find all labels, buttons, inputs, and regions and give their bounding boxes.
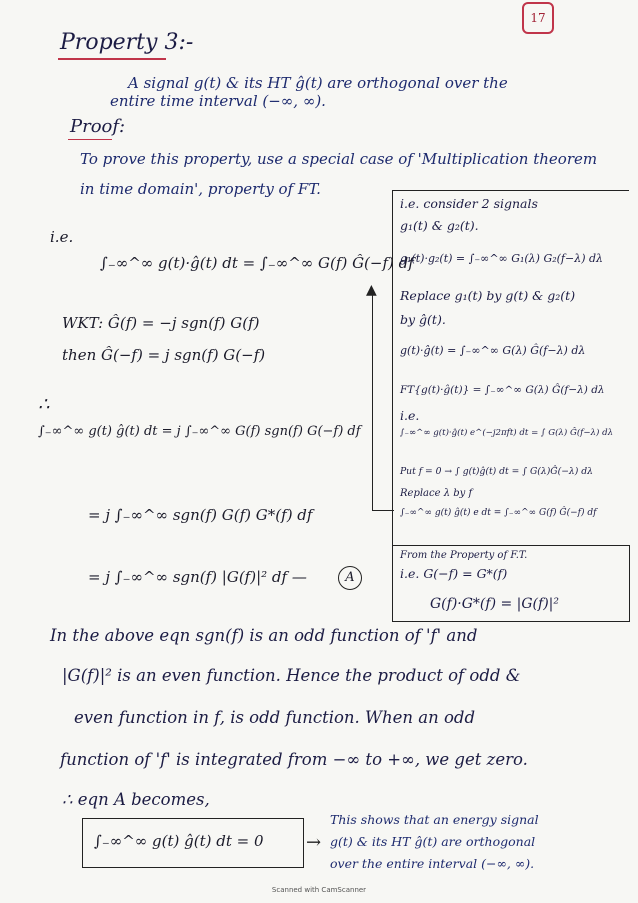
equation-3: = j ∫₋∞^∞ sgn(f) G(f) G*(f) df xyxy=(88,506,313,524)
arrow-up-icon: ▲ xyxy=(366,282,377,298)
equation-1: ∫₋∞^∞ g(t)·ĝ(t) dt = ∫₋∞^∞ G(f) Ĝ(−f) df xyxy=(100,254,414,272)
ie-label: i.e. xyxy=(50,228,74,246)
body-line: even function in f, is odd function. When an odd xyxy=(74,708,476,727)
proof-underline xyxy=(68,139,112,140)
side-line: g₁(t) & g₂(t). xyxy=(400,218,479,233)
side-line: i.e. consider 2 signals xyxy=(400,196,538,211)
title-underline xyxy=(58,58,166,60)
side-line: FT{g(t)·ĝ(t)} = ∫₋∞^∞ G(λ) Ĝ(f−λ) dλ xyxy=(400,384,605,396)
body-line: |G(f)|² is an even function. Hence the product of odd & xyxy=(62,666,521,685)
body-line: ∴ eqn A becomes, xyxy=(62,790,210,809)
then-line: then Ĝ(−f) = j sgn(f) G(−f) xyxy=(62,346,266,364)
conclusion-line: This shows that an energy signal xyxy=(330,812,539,827)
side-line: Replace g₁(t) by g(t) & g₂(t) xyxy=(400,288,576,303)
intro-line-2: in time domain', property of FT. xyxy=(80,180,321,198)
result-equation: ∫₋∞^∞ g(t) ĝ(t) dt = 0 xyxy=(94,832,264,850)
statement-line-2: entire time interval (−∞, ∞). xyxy=(110,92,326,110)
equation-tag-a: A xyxy=(338,566,362,590)
page-number: 17 xyxy=(522,2,554,34)
connector-line xyxy=(372,290,373,510)
arrow-right-icon: → xyxy=(306,832,322,853)
side-line: Replace λ by f xyxy=(400,488,473,499)
side-line: g₁(t)·g₂(t) = ∫₋∞^∞ G₁(λ) G₂(f−λ) dλ xyxy=(400,252,603,265)
side-line: Put f = 0 → ∫ g(t)ĝ(t) dt = ∫ G(λ)Ĝ(−λ) dλ xyxy=(400,466,593,477)
side-line: ∫₋∞^∞ g(t) ĝ(t) e dt = ∫₋∞^∞ G(f) Ĝ(−f) df xyxy=(400,508,597,518)
scanner-watermark: Scanned with CamScanner xyxy=(271,886,367,894)
body-line: function of 'f' is integrated from −∞ to +∞, we get zero. xyxy=(60,750,528,769)
property-title: Property 3:- xyxy=(60,30,194,55)
side-line: i.e. xyxy=(400,408,420,423)
equation-4: = j ∫₋∞^∞ sgn(f) |G(f)|² df — xyxy=(88,568,307,586)
side2-line: From the Property of F.T. xyxy=(400,550,528,561)
side-line: by ĝ(t). xyxy=(400,312,446,327)
conclusion-line: over the entire interval (−∞, ∞). xyxy=(330,856,535,871)
side-line: g(t)·ĝ(t) = ∫₋∞^∞ G(λ) Ĝ(f−λ) dλ xyxy=(400,344,586,357)
proof-label: Proof: xyxy=(70,116,126,137)
intro-line-1: To prove this property, use a special case of 'Multiplication theorem xyxy=(80,150,598,168)
body-line: In the above eqn sgn(f) is an odd function of 'f' and xyxy=(50,626,478,645)
therefore-symbol: ∴ xyxy=(38,394,50,415)
side2-line: G(f)·G*(f) = |G(f)|² xyxy=(430,596,559,612)
equation-2: ∫₋∞^∞ g(t) ĝ(t) dt = j ∫₋∞^∞ G(f) sgn(f) G(−f) df xyxy=(38,424,361,439)
conclusion-line: g(t) & its HT ĝ(t) are orthogonal xyxy=(330,834,536,849)
statement-line-1: A signal g(t) & its HT ĝ(t) are orthogonal over the xyxy=(128,74,508,92)
connector-line-horizontal xyxy=(372,510,394,511)
side-line: ∫₋∞^∞ g(t)·ĝ(t) e^(−j2πft) dt = ∫ G(λ) Ĝ(f−λ) dλ xyxy=(400,428,614,438)
wkt-line: WKT: Ĝ(f) = −j sgn(f) G(f) xyxy=(62,314,260,332)
side2-line: i.e. G(−f) = G*(f) xyxy=(400,566,508,581)
